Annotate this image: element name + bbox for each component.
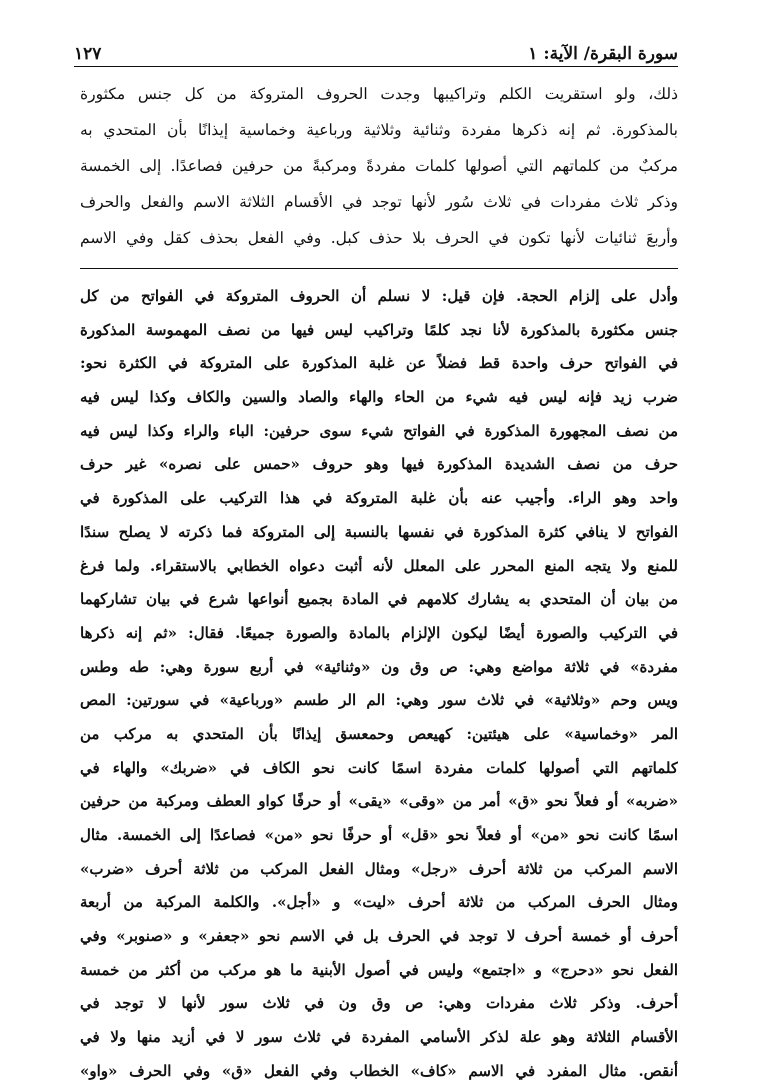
text-line: واحد وهو الراء. وأجيب عنه بأن غلبة المتروكة في هذا التركيب على المذكورة في (80, 489, 678, 508)
main-text (80, 76, 678, 256)
text-line: للمنع ولا يتجه المنع المحرر على المعلل لأنه أثبت دعواه الخطابي بالاستقراء. ولما فرغ (80, 556, 678, 575)
text-line: من بيان أن المتحدي به يشارك كلامهم في المادة بجميع أنواعها شرع في بيان تشاركهما (80, 590, 678, 609)
commentary-text (80, 280, 678, 1089)
text-line: الفعل نحو «دحرج» و «اجتمع» وليس في أصول الأبنية ما هو مركب من أكثر من خمسة (80, 960, 678, 979)
text-line: في الفواتح حرف واحدة قط فضلاً عن غلبة المذكورة على المتروكة في الكثرة نحو: (80, 354, 678, 373)
text-line: بالمذكورة. ثم إنه ذكرها مفردة وثنائية وثلاثية ورباعية وخماسية إيذانًا بأن المتحدي به (80, 121, 678, 139)
text-line: الاسم المركب من ثلاثة أحرف «رجل» ومثال الفعل المركب من ثلاثة أحرف «ضرب» (80, 859, 678, 878)
text-line: مركبٌ من كلماتهم التي أصولها كلمات مفردةً ومركبةً من حرفين فصاعدًا. إلى الخمسة (80, 157, 678, 175)
text-line: أحرف أو خمسة أحرف لا توجد في الحرف بل في الاسم نحو «جعفر» و «صنوبر» وفي (80, 927, 678, 946)
text-line: المر «وخماسية» على هيئتين: كهيعص وحمعسق إيذانًا بأن المتحدي به مركب من (80, 724, 678, 743)
text-line: كلماتهم التي أصولها كلمات مفردة اسمًا كانت نحو الكاف في «ضربك» والهاء في (80, 758, 678, 777)
text-line: ومثال الحرف المركب من ثلاثة أحرف «ليت» و «أجل». والكلمة المركبة من أربعة (80, 893, 678, 912)
text-line: «ضربه» أو فعلاً نحو «ق» أمر من «وقى» «يقى» أو حرفًا كواو العطف ومركبة من حرفين (80, 792, 678, 811)
page-number: ١٢٧ (74, 44, 102, 64)
text-line: الفواتح لا ينافي كثرة المذكورة في نفسها بالنسبة إلى المتروكة فما ذكرته لا يصلح سندًا (80, 522, 678, 541)
text-line: ويس وحم «وثلاثية» في ثلاث سور وهي: الم الر طسم «ورباعية» في سورتين: المص (80, 691, 678, 710)
running-title: سورة البقرة/ الآية: ١ (528, 44, 678, 64)
text-line: أحرف. وذكر ثلاث مفردات وهي: ص وق ون في ثلاث سور لأنها لا توجد في (80, 994, 678, 1013)
text-line: أنقص. مثال المفرد في الاسم «كاف» الخطاب وفي الفعل «ق» وفي الحرف «واو» (80, 1061, 678, 1080)
text-line: وذكر ثلاث مفردات في ثلاث سُور لأنها توجد في الأقسام الثلاثة الاسم والفعل والحرف (80, 193, 678, 211)
text-line: ذلك، ولو استقريت الكلم وتراكيبها وجدت الحروف المتروكة من كل جنس مكثورة (80, 85, 678, 103)
text-line: جنس مكثورة بالمذكورة لأنا نجد كلمًا وتراكيب ليس فيها من نصف المهموسة المذكورة (80, 320, 678, 339)
text-line: ضرب زيد فإنه ليس فيه شيء من الحاء والهاء والصاد والسين والكاف وكذا ليس فيه (80, 388, 678, 407)
text-line: حرف من نصف الشديدة المذكورة فيها وهو حروف «حمس على نصره» غير حرف (80, 455, 678, 474)
page-header (74, 34, 678, 67)
text-line: اسمًا كانت نحو «من» أو فعلاً نحو «قل» أو حرفًا نحو «من» فصاعدًا إلى الخمسة. مثال (80, 826, 678, 844)
text-line: وأدل على إلزام الحجة. فإن قيل: لا نسلم أن الحروف المتروكة في الفواتح من كل (80, 287, 678, 305)
section-divider (80, 268, 678, 269)
text-line: وأربعَ ثنائيات لأنها تكون في الحرف بلا حذف كبل. وفي الفعل بحذف كقل وفي الاسم (80, 229, 678, 247)
text-line: من نصف المجهورة المذكورة في الفواتح شيء سوى حرفين: الباء والراء وكذا ليس فيه (80, 421, 678, 440)
text-line: في التركيب والصورة أيضًا ليكون الإلزام بالمادة والصورة جميعًا. فقال: «ثم إنه ذكرها (80, 623, 678, 642)
text-line: مفردة» في ثلاثة مواضع وهي: ص وق ون «وثنائية» في أربع سورة وهي: طه وطس (80, 657, 678, 676)
text-line: الأقسام الثلاثة وهو علة لذكر الأسامي المفردة في ثلاث سور لا في أزيد منها ولا في (80, 1028, 678, 1047)
